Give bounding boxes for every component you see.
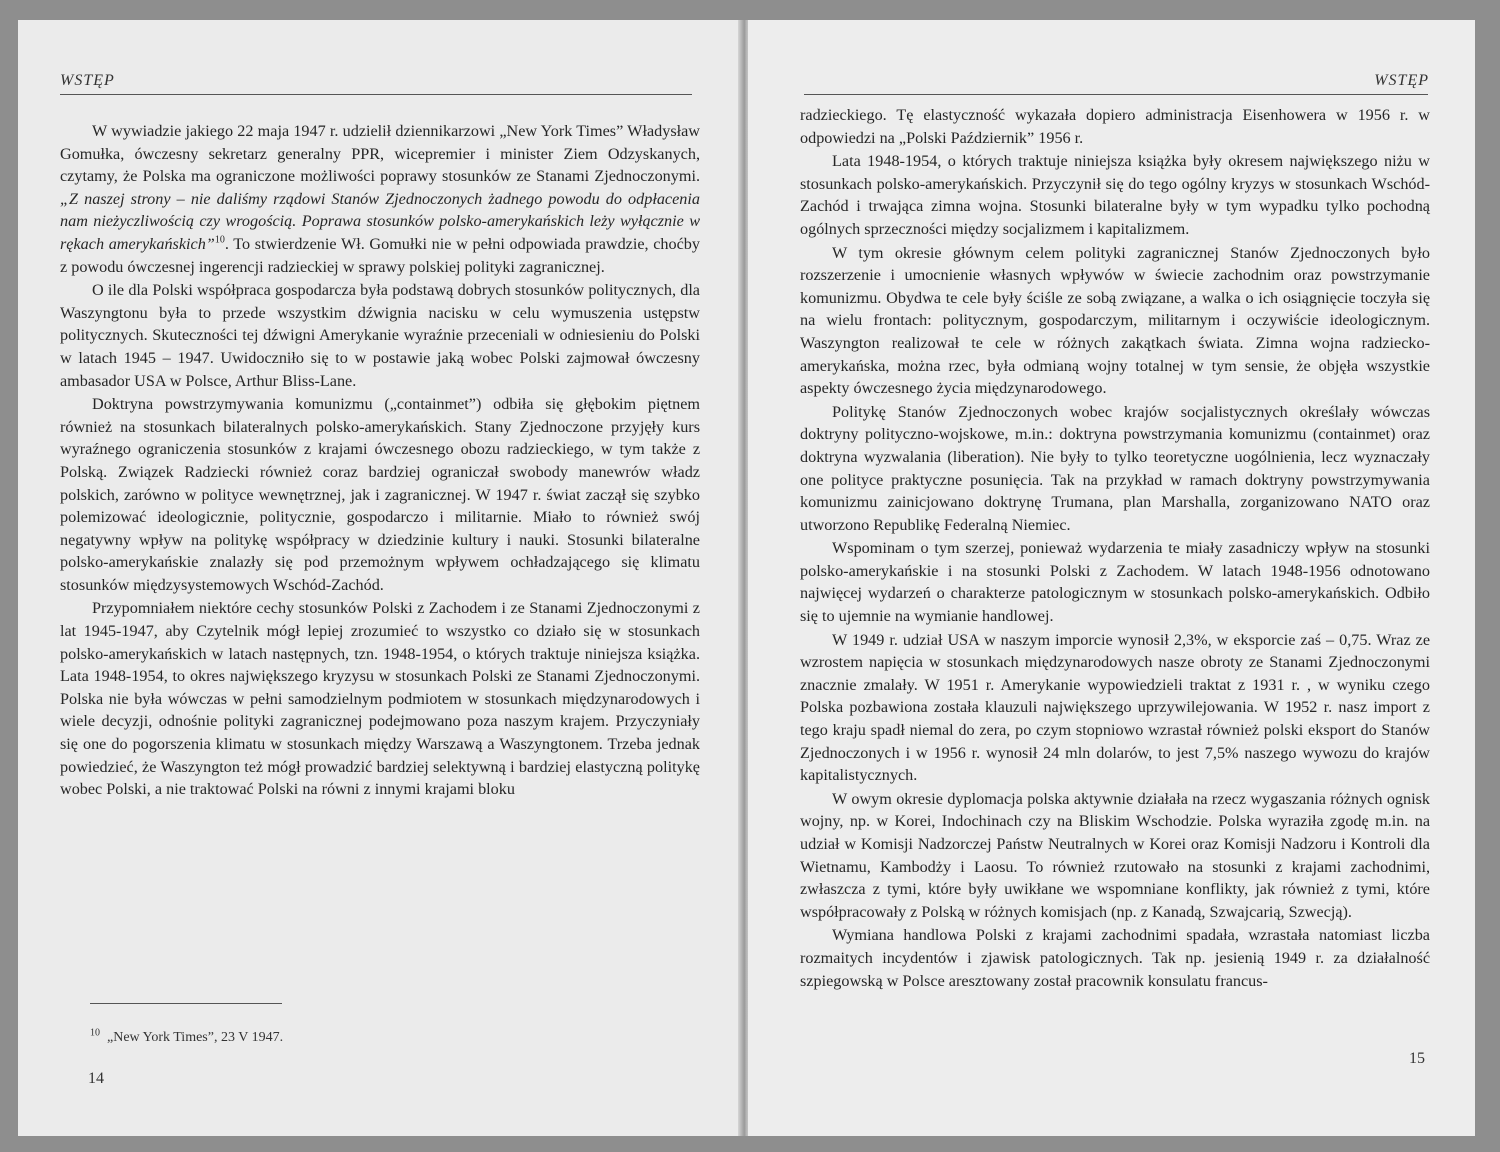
footnote-rule: [90, 1003, 282, 1004]
header-rule: [804, 94, 1428, 95]
text-run: . To stwierdzenie Wł. Gomułki nie w pełni odpowiada prawdzie, choćby z powodu ówczesnej ingerencji radzieckiej w sprawy polskiej polityki zagranicznej.: [60, 234, 700, 276]
header-rule: [60, 94, 692, 95]
paragraph: [800, 629, 1430, 787]
text-run: W tym okresie głównym celem polityki zagranicznej Stanów Zjednoczonych było rozszerzenie i umocnienie własnych wpływów w świecie zachodnim oraz powstrzymanie komunizmu. Obydwa te cele były ściśle ze sobą związane, a walka o ich osiągnięcie toczyła się na wielu frontach: politycznym, gospodarczym, militarnym i oczywiście ideologicznym. Waszyngton realizował te cele w różnych zakątkach świata. Zimna wojna radziecko-amerykańska, można rzec, była odmianą wojny totalnej w tym sensie, że objęła wszystkie aspekty ówczesnego życia międzynarodowego.: [800, 243, 1430, 398]
footnote-ref: 10: [214, 234, 225, 246]
footnote: [90, 1027, 284, 1046]
left-page: [18, 20, 742, 1136]
text-run: Wspominam o tym szerzej, ponieważ wydarzenia te miały zasadniczy wpływ na stosunki polsko-amerykańskie i na stosunki Polski z Zachodem. W latach 1948-1956 odnotowano najwięcej wydarzeń o charakterze patologicznym w stosunkach polsko-amerykańskich. Odbiło się to ujemnie na wymianie handlowej.: [800, 539, 1430, 626]
text-run: Przypomniałem niektóre cechy stosunków Polski z Zachodem i ze Stanami Zjednoczonymi z lat 1945-1947, aby Czytelnik mógł lepiej zrozumieć to wszystko co działo się w stosunkach polsko-amerykańskich w latach następnych, tzn. 1948-1954, o których traktuje niniejsza książka. Lata 1948-1954, to okres największego kryzysu w stosunkach Polski ze Stanami Zjednoczonymi. Polska nie była wówczas w pełni samodzielnym podmiotem w stosunkach międzynarodowych i wiele decyzji, odnośnie polityki zagranicznej podejmowano poza naszym krajem. Przyczyniały się one do pogorszenia klimatu w stosunkach między Warszawą a Waszyngtonem. Trzeba jednak powiedzieć, że Waszyngton też mógł prowadzić bardziej selektywną i bardziej elastyczną politykę wobec Polski, a nie traktować Polski na równi z innymi krajami bloku: [60, 599, 700, 799]
page-number: 14: [88, 1070, 104, 1087]
body-text: [60, 120, 700, 801]
paragraph: [60, 597, 700, 800]
paragraph: [800, 924, 1430, 992]
text-run: radzieckiego. Tę elastyczność wykazała dopiero administracja Eisenhowera w 1956 r. w odpowiedzi na „Polski Październik” 1956 r.: [800, 106, 1430, 147]
running-head: WSTĘP: [60, 72, 115, 89]
running-head: WSTĘP: [1374, 72, 1429, 89]
text-run: Wymiana handlowa Polski z krajami zachodnimi spadała, wzrastała natomiast liczba rozmaitych incydentów i zjawisk patologicznych. Tak np. jesienią 1949 r. za działalność szpiegowską w Polsce aresztowany został pracownik konsulatu francus-: [800, 926, 1430, 990]
text-run: Politykę Stanów Zjednoczonych wobec krajów socjalistycznych określały wówczas doktryny polityczno-wojskowe, m.in.: doktryna powstrzymania komunizmu (containmet) oraz doktryna wyzwalania (liberation). Nie były to tylko teoretyczne uogólnienia, lecz wyznaczały one polityce praktyczne posunięcia. Tak na przykład w ramach doktryny powstrzymywania komunizmu zainicjowano doktrynę Trumana, plan Marshalla, zorganizowano NATO oraz utworzono Republikę Federalną Niemiec.: [800, 402, 1430, 534]
paragraph: [800, 788, 1430, 924]
text-run: Doktryna powstrzymywania komunizmu („containmet”) odbiła się głębokim piętnem również na stosunkach bilateralnych polsko-amerykańskich. Stany Zjednoczone przyjęły kurs wyraźnego ograniczenia stosunków z krajami ówczesnego obozu radzieckiego, w tym także z Polską. Związek Radziecki również coraz bardziej ograniczał swobody manewrów władz polskich, zarówno w polityce wewnętrznej, jak i zagranicznej. W 1947 r. świat zaczął się szybko polemizować ideologicznie, politycznie, gospodarczo i militarnie. Miało to również swój negatywny wpływ na politykę współpracy w dziedzinie kultury i nauki. Stosunki bilateralne polsko-amerykańskie znalazły się pod przemożnym wpływem ochładzającego się klimatu stosunków międzysystemowych Wschód-Zachód.: [60, 395, 700, 594]
paragraph: [800, 150, 1430, 240]
text-run: Lata 1948-1954, o których traktuje niniejsza książka były okresem największego niżu w stosunkach polsko-amerykańskich. Przyczynił się do tego ogólny kryzys w stosunkach Wschód-Zachód i trwająca zimna wojna. Stosunki bilateralne były w tym wypadku tylko pochodną ogólnych sprzeczności między socjalizmem i kapitalizmem.: [800, 152, 1430, 238]
text-run: O ile dla Polski współpraca gospodarcza była podstawą dobrych stosunków politycznych, dla Waszyngtonu była to przede wszystkim dźwignia nacisku w celu wymuszenia ustępstw politycznych. Skuteczności tej dźwigni Amerykanie wyraźnie przeceniali w odniesieniu do Polski w latach 1945 – 1947. Uwidoczniło się to w postawie jaką wobec Polski zajmował ówczesny ambasador USA w Polsce, Arthur Bliss-Lane.: [60, 281, 700, 390]
paragraph: [60, 393, 700, 596]
text-run: W wywiadzie jakiego 22 maja 1947 r. udzielił dziennikarzowi „New York Times” Władysław Gomułka, ówczesny sekretarz generalny PPR, wicepremier i minister Ziem Odzyskanych, czytamy, że Polska ma ograniczone możliwości poprawy stosunków ze Stanami Zjednoczonymi.: [60, 122, 700, 186]
page-number: 15: [1409, 1050, 1425, 1067]
text-run: W 1949 r. udział USA w naszym imporcie wynosił 2,3%, w eksporcie zaś – 0,75. Wraz ze wzrostem napięcia w stosunkach międzynarodowych nasze obroty ze Stanami Zjednoczonymi znacznie zmalały. W 1951 r. Amerykanie wypowiedzieli traktat z 1931 r. , w wyniku czego Polska pozbawiona została klauzuli największego uprzywilejowania. W 1952 r. nasz import z tego kraju spadł niemal do zera, po czym stopniowo wzrastał również polski eksport do Stanów Zjednoczonych i w 1956 r. wynosił 24 mln dolarów, to jest 7,5% naszego wywozu do krajów kapitalistycznych.: [800, 630, 1430, 785]
paragraph: [800, 104, 1430, 149]
paragraph: [60, 279, 700, 392]
footnote-text: „New York Times”, 23 V 1947.: [107, 1030, 284, 1045]
quote-italic: „Z naszej strony – nie daliśmy rządowi Stanów Zjednoczonych żadnego powodu do odpłacenia nam nieżyczliwością czy wrogością. Poprawa stosunków polsko-amerykańskich leży wyłącznie w rękach amerykańskich”: [60, 189, 700, 253]
paragraph: [60, 120, 700, 278]
body-text: [800, 104, 1430, 992]
right-page: [748, 20, 1475, 1136]
text-run: W owym okresie dyplomacja polska aktywnie działała na rzecz wygaszania różnych ognisk wojny, np. w Korei, Indochinach czy na Bliskim Wschodzie. Polska wyraziła zgodę m.in. na udział w Komisji Nadzorczej Państw Neutralnych w Korei oraz Komisji Nadzoru i Kontroli dla Wietnamu, Kambodży i Laosu. To również rzutowało na stosunki z krajami zachodnimi, zwłaszcza z tymi, które były uwikłane we wspomniane konflikty, jak również z tymi, które współpracowały z Polską w różnych komisjach (np. z Kanadą, Szwajcarią, Szwecją).: [800, 789, 1430, 921]
paragraph: [800, 537, 1430, 627]
paragraph: [800, 242, 1430, 400]
paragraph: [800, 401, 1430, 537]
footnote-marker: 10: [90, 1027, 100, 1039]
